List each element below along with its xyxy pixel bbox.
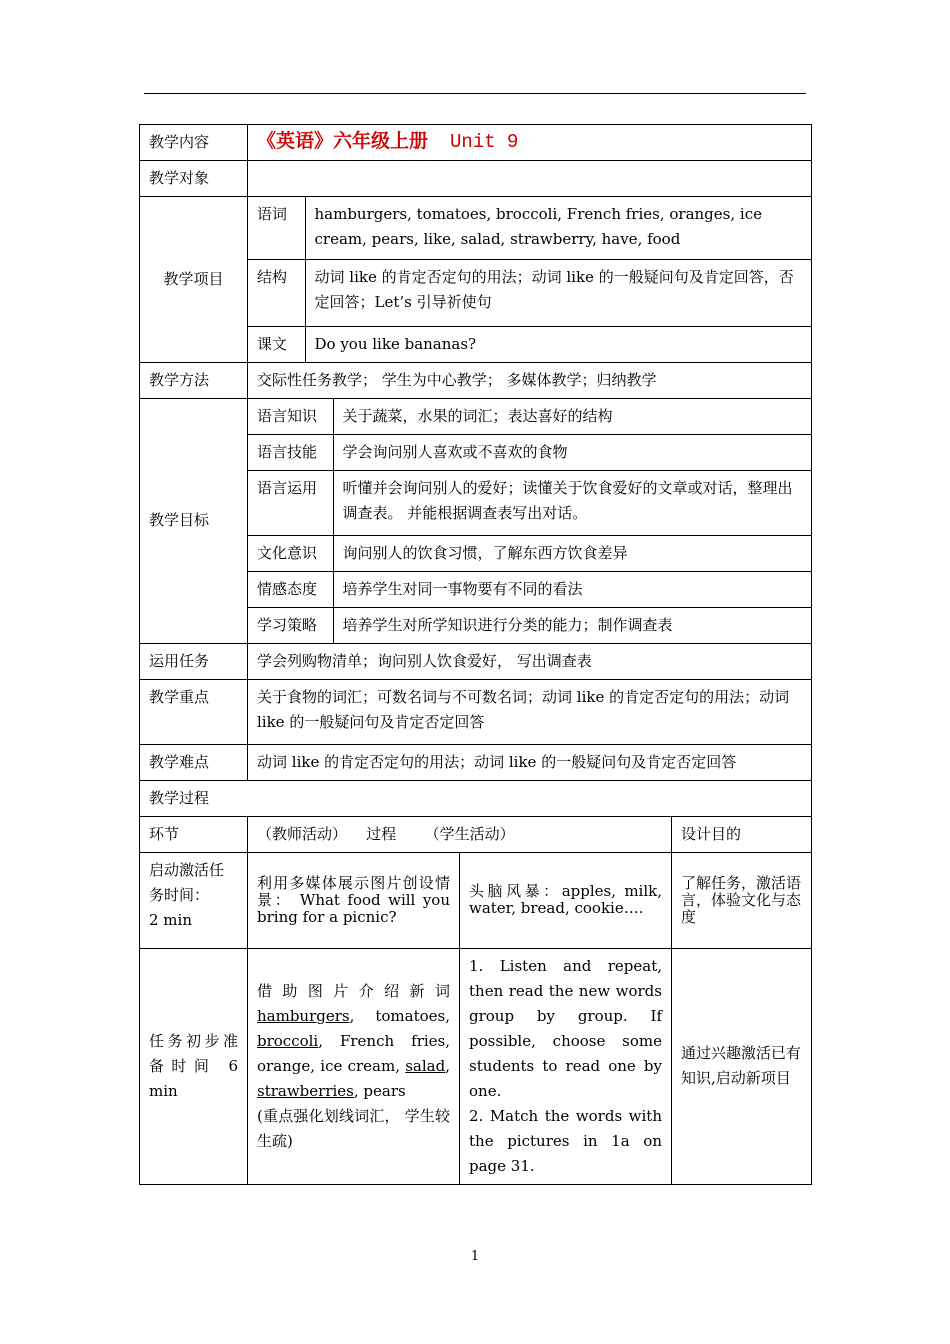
content-row — [140, 125, 812, 161]
stage1-name: 启动激活任务时间： — [149, 860, 225, 904]
key-value: 关于食物的词汇；可数名词与不可数名词；动词 like 的肯定否定句的用法；动词 like 的一般疑问句及肯定否定回答 — [248, 679, 812, 744]
difficult-row — [140, 744, 812, 780]
task-value: 学会列购物清单；询问别人饮食爱好， 写出调查表 — [248, 643, 812, 679]
word-broccoli: broccoli — [257, 1031, 319, 1050]
items-words-value: hamburgers, tomatoes, broccoli, French fries, oranges, ice cream, pears, like, salad, strawberry, have, food — [314, 205, 762, 248]
word-hamburgers: hamburgers — [257, 1006, 350, 1025]
goal-skills-label: 语言技能 — [248, 434, 333, 470]
stage2-teacher — [248, 948, 460, 1184]
lesson-plan-table — [139, 124, 812, 1185]
goal-usage-value: 听懂并会询问别人的爱好；读懂关于饮食爱好的文章或对话，整理出调查表。 并能根据调查表写出对话。 — [333, 470, 811, 535]
difficult-label: 教学难点 — [140, 744, 248, 780]
word-strawberries: strawberries — [257, 1081, 354, 1100]
course-unit: Unit 9 — [450, 131, 519, 153]
method-row — [140, 362, 812, 398]
process-stage1-row — [140, 852, 812, 948]
stage2-student-step1: 1. Listen and repeat, then read the new words group by group. If possible, choose some students to read one by one. — [469, 956, 662, 1100]
goal-strategy-value: 培养学生对所学知识进行分类的能力；制作调查表 — [333, 607, 811, 643]
object-row — [140, 161, 812, 197]
stage1-teacher: 利用多媒体展示图片创设情景： What food will you bring for a picnic? — [248, 852, 460, 948]
stage2-teacher-note: (重点强化划线词汇， 学生较生疏) — [257, 1106, 450, 1150]
course-title — [248, 125, 812, 161]
word-fries-orange-icecream: , French fries, orange, ice cream, — [257, 1031, 450, 1075]
course-book-title: 《英语》六年级上册 — [257, 130, 429, 152]
goal-attitude-label: 情感态度 — [248, 571, 333, 607]
stage2-student-step2: 2. Match the words with the pictures in 1a on page 31. — [469, 1106, 662, 1175]
word-separator: , — [445, 1056, 450, 1075]
key-label: 教学重点 — [140, 679, 248, 744]
task-label: 运用任务 — [140, 643, 248, 679]
process-header-row — [140, 816, 812, 852]
method-value: 交际性任务教学； 学生为中心教学； 多媒体教学；归纳教学 — [248, 362, 812, 398]
stage1-student: 头脑风暴：apples, milk, water, bread, cookie…. — [460, 852, 672, 948]
goal-culture-value: 询问别人的饮食习惯，了解东西方饮食差异 — [333, 535, 811, 571]
goal-culture-label: 文化意识 — [248, 535, 333, 571]
process-header-process: （教师活动） 过程 （学生活动） — [248, 816, 672, 852]
items-text-value: Do you like bananas? — [305, 326, 811, 362]
object-label: 教学对象 — [140, 161, 248, 197]
process-label: 教学过程 — [140, 780, 812, 816]
stage2-student — [460, 948, 672, 1184]
items-text-label: 课文 — [248, 326, 305, 362]
goal-row-culture — [248, 535, 811, 571]
goal-row-skills — [248, 434, 811, 470]
page-number: 1 — [470, 1249, 480, 1264]
goals-subtable — [248, 399, 811, 643]
goal-knowledge-value: 关于蔬菜，水果的词汇；表达喜好的结构 — [342, 406, 613, 425]
word-tomatoes: , tomatoes, — [349, 1006, 450, 1025]
items-subtable — [248, 197, 811, 362]
goal-attitude-value: 培养学生对同一事物要有不同的看法 — [333, 571, 811, 607]
stage1-purpose: 了解任务，激活语言，体验文化与态度 — [672, 852, 812, 948]
items-row-words — [248, 197, 811, 259]
difficult-value: 动词 like 的肯定否定句的用法；动词 like 的一般疑问句及肯定否定回答 — [248, 744, 812, 780]
goal-row-strategy — [248, 607, 811, 643]
task-row — [140, 643, 812, 679]
stage1-time: 2 min — [149, 910, 192, 929]
goal-row-usage — [248, 470, 811, 535]
stage2-teacher-intro: 借助图片介绍新词 — [257, 981, 450, 1000]
stage2-name: 任务初步准备时间 6 min — [140, 948, 248, 1184]
goal-knowledge-label: 语言知识 — [248, 399, 333, 435]
items-label: 教学项目 — [140, 197, 248, 363]
items-structure-value: 动词 like 的肯定否定句的用法；动词 like 的一般疑问句及肯定回答，否定回答；Let’s 引导祈使句 — [305, 259, 811, 326]
process-title-row — [140, 780, 812, 816]
goal-usage-label: 语言运用 — [248, 470, 333, 535]
goal-strategy-label: 学习策略 — [248, 607, 333, 643]
items-words-label: 语词 — [248, 197, 305, 259]
method-label: 教学方法 — [140, 362, 248, 398]
word-pears: , pears — [353, 1081, 406, 1100]
stage1-cell — [140, 852, 248, 948]
goal-skills-value: 学会询问别人喜欢或不喜欢的食物 — [333, 434, 811, 470]
items-row — [140, 197, 812, 363]
stage2-purpose: 通过兴趣激活已有知识,启动新项目 — [672, 948, 812, 1184]
word-salad: salad — [405, 1056, 446, 1075]
goals-label: 教学目标 — [140, 398, 248, 643]
key-row — [140, 679, 812, 744]
items-row-text — [248, 326, 811, 362]
goals-row — [140, 398, 812, 643]
items-structure-label: 结构 — [248, 259, 305, 326]
process-header-purpose: 设计目的 — [672, 816, 812, 852]
goal-row-knowledge — [248, 399, 811, 435]
content-label: 教学内容 — [140, 125, 248, 161]
items-row-structure — [248, 259, 811, 326]
object-value — [248, 161, 812, 197]
process-header-stage: 环节 — [140, 816, 248, 852]
goal-row-attitude — [248, 571, 811, 607]
header-rule — [144, 93, 806, 94]
process-stage2-row — [140, 948, 812, 1184]
